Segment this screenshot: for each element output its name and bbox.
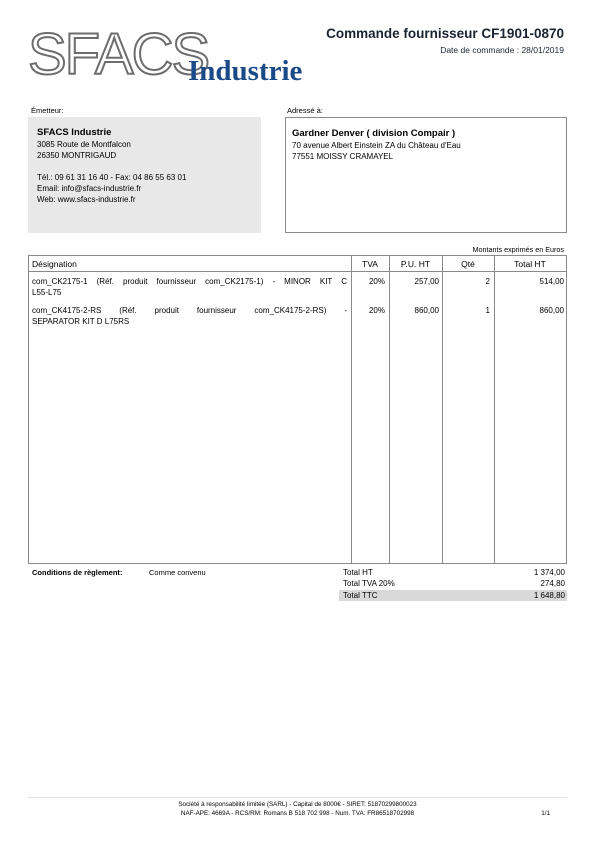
total-ht-label: Total HT — [343, 568, 373, 577]
order-lines-table — [28, 255, 567, 564]
footer-divider — [28, 797, 567, 798]
payment-terms-label: Conditions de règlement: — [32, 568, 123, 577]
row1-total: 514,00 — [539, 277, 564, 286]
row1-designation-line1: com_CK2175-1 (Réf. produit fournisseur com_CK2175-1) - MINOR KIT C — [32, 277, 347, 286]
total-ht-row — [339, 567, 567, 578]
row1-designation-line2: L55-L75 — [32, 288, 62, 297]
recipient-address2: 77551 MOISSY CRAMAYEL — [292, 152, 394, 161]
sender-web: Web: www.sfacs-industrie.fr — [37, 195, 136, 204]
header-designation: Désignation — [32, 259, 77, 269]
total-ttc-value: 1 648,80 — [533, 591, 565, 600]
footer-legal-line1: Société à responsabilité limitée (SARL) - Capital de 8000€ - SIRET: 51870299800023 — [178, 801, 417, 808]
row1-qty: 2 — [485, 277, 490, 286]
sender-phone: Tél.: 09 61 31 16 40 - Fax: 04 86 55 63 01 — [37, 173, 187, 182]
row2-qty: 1 — [485, 306, 490, 315]
recipient-box — [285, 117, 567, 233]
sender-box — [28, 117, 261, 233]
row2-designation-line1: com_CK4175-2-RS (Réf. produit fournisseur com_CK4175-2-RS) - — [32, 306, 347, 315]
payment-terms-value: Comme convenu — [149, 568, 206, 577]
row2-total: 860,00 — [539, 306, 564, 315]
header-total: Total HT — [514, 259, 546, 269]
logo-brand: SFACS — [28, 22, 209, 87]
sender-address1: 3085 Route de Montfalcon — [37, 140, 131, 149]
row1-tva: 20% — [368, 277, 385, 286]
order-date: Date de commande : 28/01/2019 — [440, 45, 564, 55]
sender-address2: 26350 MONTRIGAUD — [37, 151, 117, 160]
header-tva: TVA — [362, 259, 378, 269]
total-ht-value: 1 374,00 — [533, 568, 565, 577]
page-number: 1/1 — [541, 810, 550, 817]
header-qty: Qté — [461, 259, 475, 269]
row2-tva: 20% — [368, 306, 385, 315]
company-logo — [28, 22, 318, 92]
recipient-address1: 70 avenue Albert Einstein ZA du Château d'Eau — [292, 141, 461, 150]
total-ttc-label: Total TTC — [343, 591, 378, 600]
row2-designation-line2: SEPARATOR KIT D L75RS — [32, 317, 130, 326]
document-title: Commande fournisseur CF1901-0870 — [326, 26, 564, 41]
total-tva-label: Total TVA 20% — [343, 579, 395, 588]
row2-pu: 860,00 — [414, 306, 439, 315]
total-tva-row — [339, 578, 567, 589]
sender-email: Email: info@sfacs-industrie.fr — [37, 184, 142, 193]
logo-suffix: Industrie — [188, 55, 303, 87]
recipient-label: Adressé à: — [287, 106, 323, 115]
total-tva-value: 274,80 — [540, 579, 565, 588]
recipient-name: Gardner Denver ( division Compair ) — [292, 128, 456, 139]
row1-pu: 257,00 — [414, 277, 439, 286]
header-pu: P.U. HT — [400, 259, 431, 269]
currency-note: Montants exprimés en Euros — [472, 245, 564, 254]
sender-name: SFACS Industrie — [37, 127, 112, 138]
sender-label: Émetteur: — [31, 106, 64, 115]
total-ttc-row — [339, 590, 567, 601]
footer-legal-line2: NAF-APE: 4669A - RCS/RM: Romans B 518 702 998 - Num. TVA: FR86518702998 — [180, 810, 415, 817]
